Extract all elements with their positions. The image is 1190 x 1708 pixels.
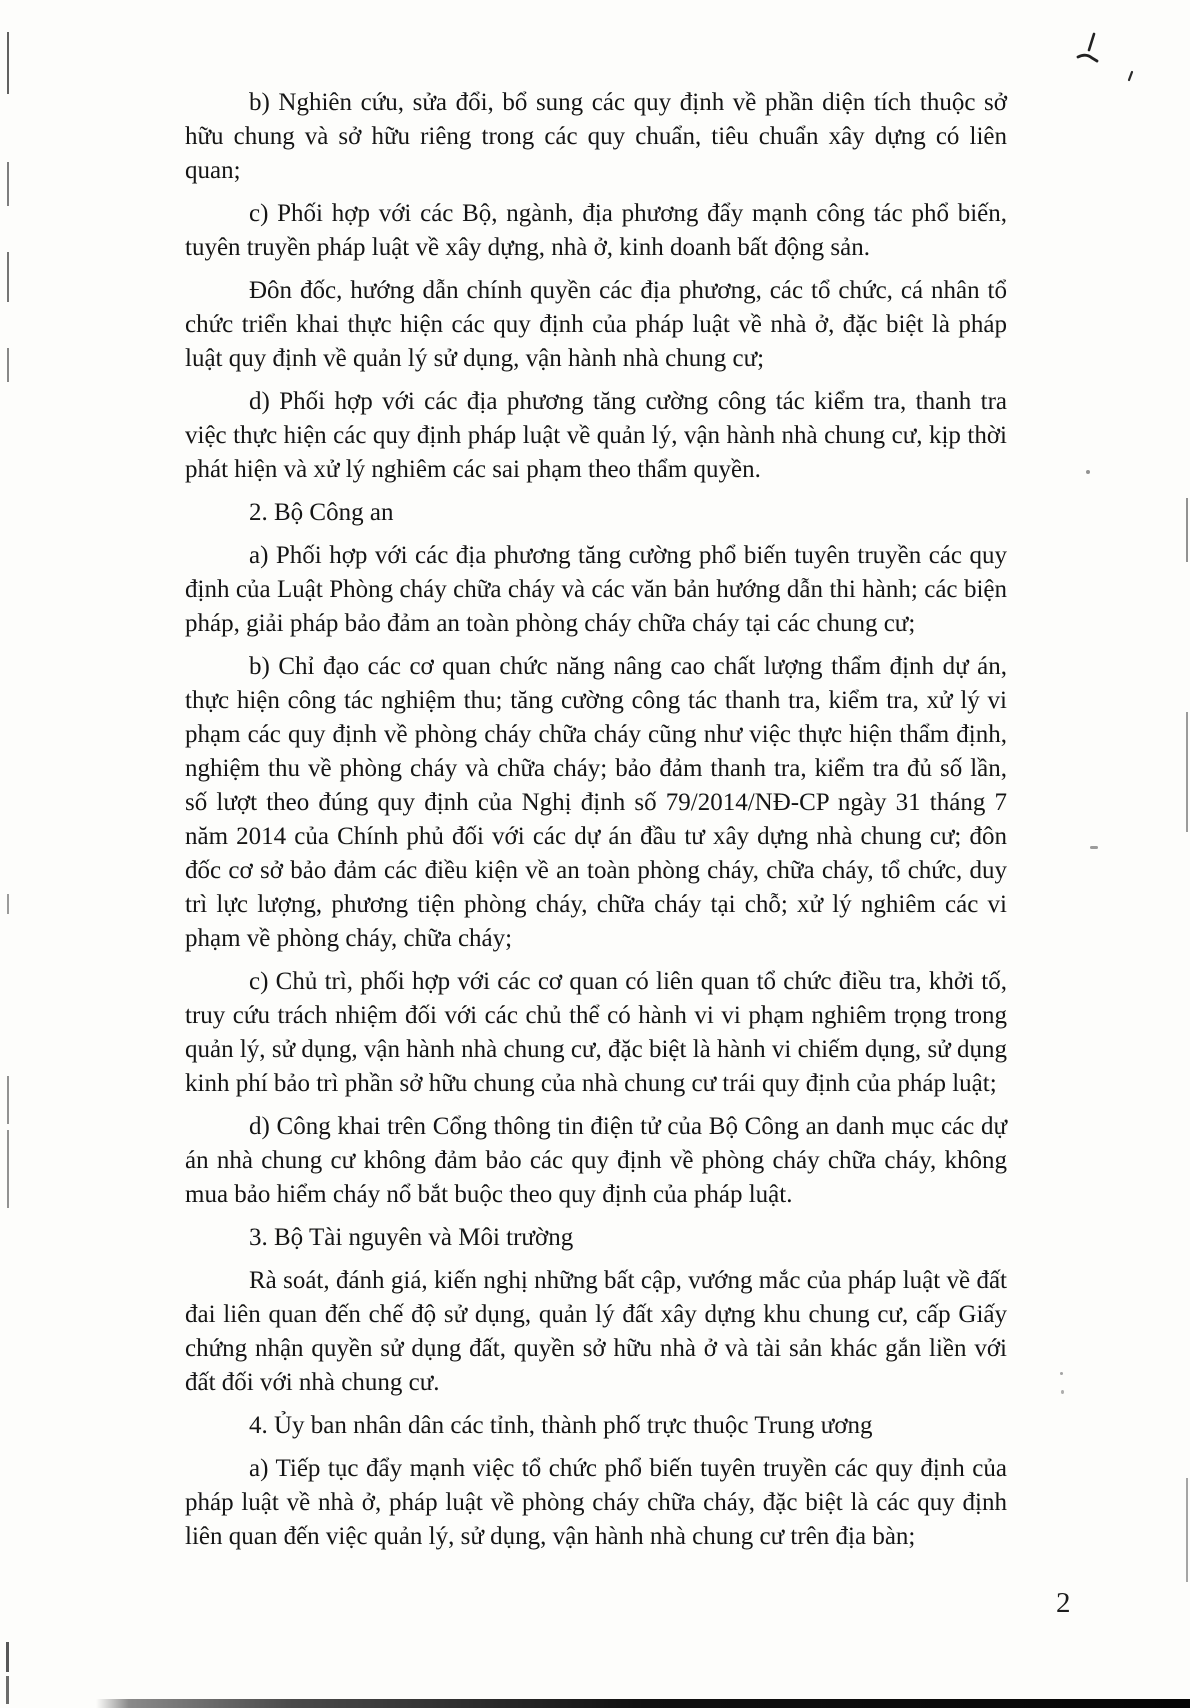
scan-speck bbox=[1061, 1390, 1064, 1394]
scan-bottom-bar-artifact bbox=[96, 1699, 1190, 1708]
scan-edge-artifact bbox=[1186, 1478, 1188, 1582]
scan-edge-artifact bbox=[6, 1676, 9, 1704]
section-heading: 4. Ủy ban nhân dân các tỉnh, thành phố trực thuộc Trung ương bbox=[249, 1412, 873, 1439]
scan-edge-artifact bbox=[7, 32, 9, 94]
scan-edge-artifact bbox=[7, 252, 9, 302]
document-body bbox=[185, 86, 1007, 1563]
section-heading: 3. Bộ Tài nguyên và Môi trường bbox=[249, 1224, 574, 1251]
paragraph: Đôn đốc, hướng dẫn chính quyền các địa phương, các tổ chức, cá nhân tổ chức triển khai thực hiện các quy định của pháp luật về nhà ở, đặc biệt là pháp luật quy định về quản lý sử dụng, vận hành nhà chung cư; bbox=[185, 277, 1007, 372]
section-heading: 2. Bộ Công an bbox=[249, 499, 394, 526]
scan-edge-artifact bbox=[1186, 498, 1188, 562]
page-number: 2 bbox=[1056, 1587, 1071, 1619]
scan-edge-artifact bbox=[7, 162, 9, 206]
scan-edge-artifact bbox=[7, 1076, 9, 1124]
paragraph: a) Phối hợp với các địa phương tăng cường phổ biến tuyên truyền các quy định của Luật Phòng cháy chữa cháy và các văn bản hướng dẫn thi hành; các biện pháp, giải pháp bảo đảm an toàn phòng cháy chữa cháy tại các chung cư; bbox=[185, 542, 1007, 637]
paragraph: b) Chỉ đạo các cơ quan chức năng nâng cao chất lượng thẩm định dự án, thực hiện công tác nghiệm thu; tăng cường công tác thanh tra, kiểm tra, xử lý vi phạm các quy định về phòng cháy chữa cháy cũng như việc thực hiện thẩm định, nghiệm thu về phòng cháy và chữa cháy; bảo đảm thanh tra, kiểm tra đủ số lần, số lượt theo đúng quy định của Nghị định số 79/2014/NĐ-CP ngày 31 tháng 7 năm 2014 của Chính phủ đối với các dự án đầu tư xây dựng nhà chung cư; đôn đốc cơ sở bảo đảm các điều kiện về an toàn phòng cháy, chữa cháy, tổ chức, duy trì lực lượng, phương tiện phòng cháy, chữa cháy tại chỗ; xử lý nghiêm các vi phạm về phòng cháy, chữa cháy; bbox=[185, 653, 1007, 952]
scan-edge-artifact bbox=[7, 1130, 9, 1208]
paragraph: b) Nghiên cứu, sửa đổi, bổ sung các quy định về phần diện tích thuộc sở hữu chung và sở hữu riêng trong các quy chuẩn, tiêu chuẩn xây dựng có liên quan; bbox=[185, 89, 1007, 184]
paragraph: Rà soát, đánh giá, kiến nghị những bất cập, vướng mắc của pháp luật về đất đai liên quan đến chế độ sử dụng, quản lý đất xây dựng khu chung cư, cấp Giấy chứng nhận quyền sử dụng đất, quyền sở hữu nhà ở và tài sản khác gắn liền với đất đối với nhà chung cư. bbox=[185, 1267, 1007, 1396]
scan-speck bbox=[1090, 846, 1098, 849]
paragraph: d) Công khai trên Cổng thông tin điện tử của Bộ Công an danh mục các dự án nhà chung cư không đảm bảo các quy định về phòng cháy chữa cháy, không mua bảo hiểm cháy nổ bắt buộc theo quy định của pháp luật. bbox=[185, 1113, 1007, 1208]
paragraph: d) Phối hợp với các địa phương tăng cường công tác kiểm tra, thanh tra việc thực hiện các quy định pháp luật về quản lý, vận hành nhà chung cư, kịp thời phát hiện và xử lý nghiêm các sai phạm theo thẩm quyền. bbox=[185, 388, 1007, 483]
scan-speck bbox=[1086, 470, 1090, 474]
paragraph: c) Chủ trì, phối hợp với các cơ quan có liên quan tổ chức điều tra, khởi tố, truy cứu trách nhiệm đối với các chủ thể có hành vi vi phạm nghiêm trọng trong quản lý, sử dụng, vận hành nhà chung cư, đặc biệt là hành vi chiếm dụng, sử dụng kinh phí bảo trì phần sở hữu chung của nhà chung cư trái quy định của pháp luật; bbox=[185, 968, 1007, 1097]
scan-edge-artifact bbox=[7, 348, 9, 382]
paragraph: a) Tiếp tục đẩy mạnh việc tổ chức phổ biến tuyên truyền các quy định của pháp luật về nhà ở, pháp luật về phòng cháy chữa cháy, đặc biệt là các quy định liên quan đến việc quản lý, sử dụng, vận hành nhà chung cư trên địa bàn; bbox=[185, 1455, 1007, 1550]
scan-edge-artifact bbox=[6, 1642, 9, 1672]
scan-speck bbox=[1060, 1372, 1063, 1375]
scan-edge-artifact bbox=[7, 894, 9, 914]
paragraph: c) Phối hợp với các Bộ, ngành, địa phương đẩy mạnh công tác phổ biến, tuyên truyền pháp luật về xây dựng, nhà ở, kinh doanh bất động sản. bbox=[185, 200, 1007, 261]
handwriting-mark-icon bbox=[1070, 28, 1150, 88]
scan-edge-artifact bbox=[1186, 712, 1188, 832]
